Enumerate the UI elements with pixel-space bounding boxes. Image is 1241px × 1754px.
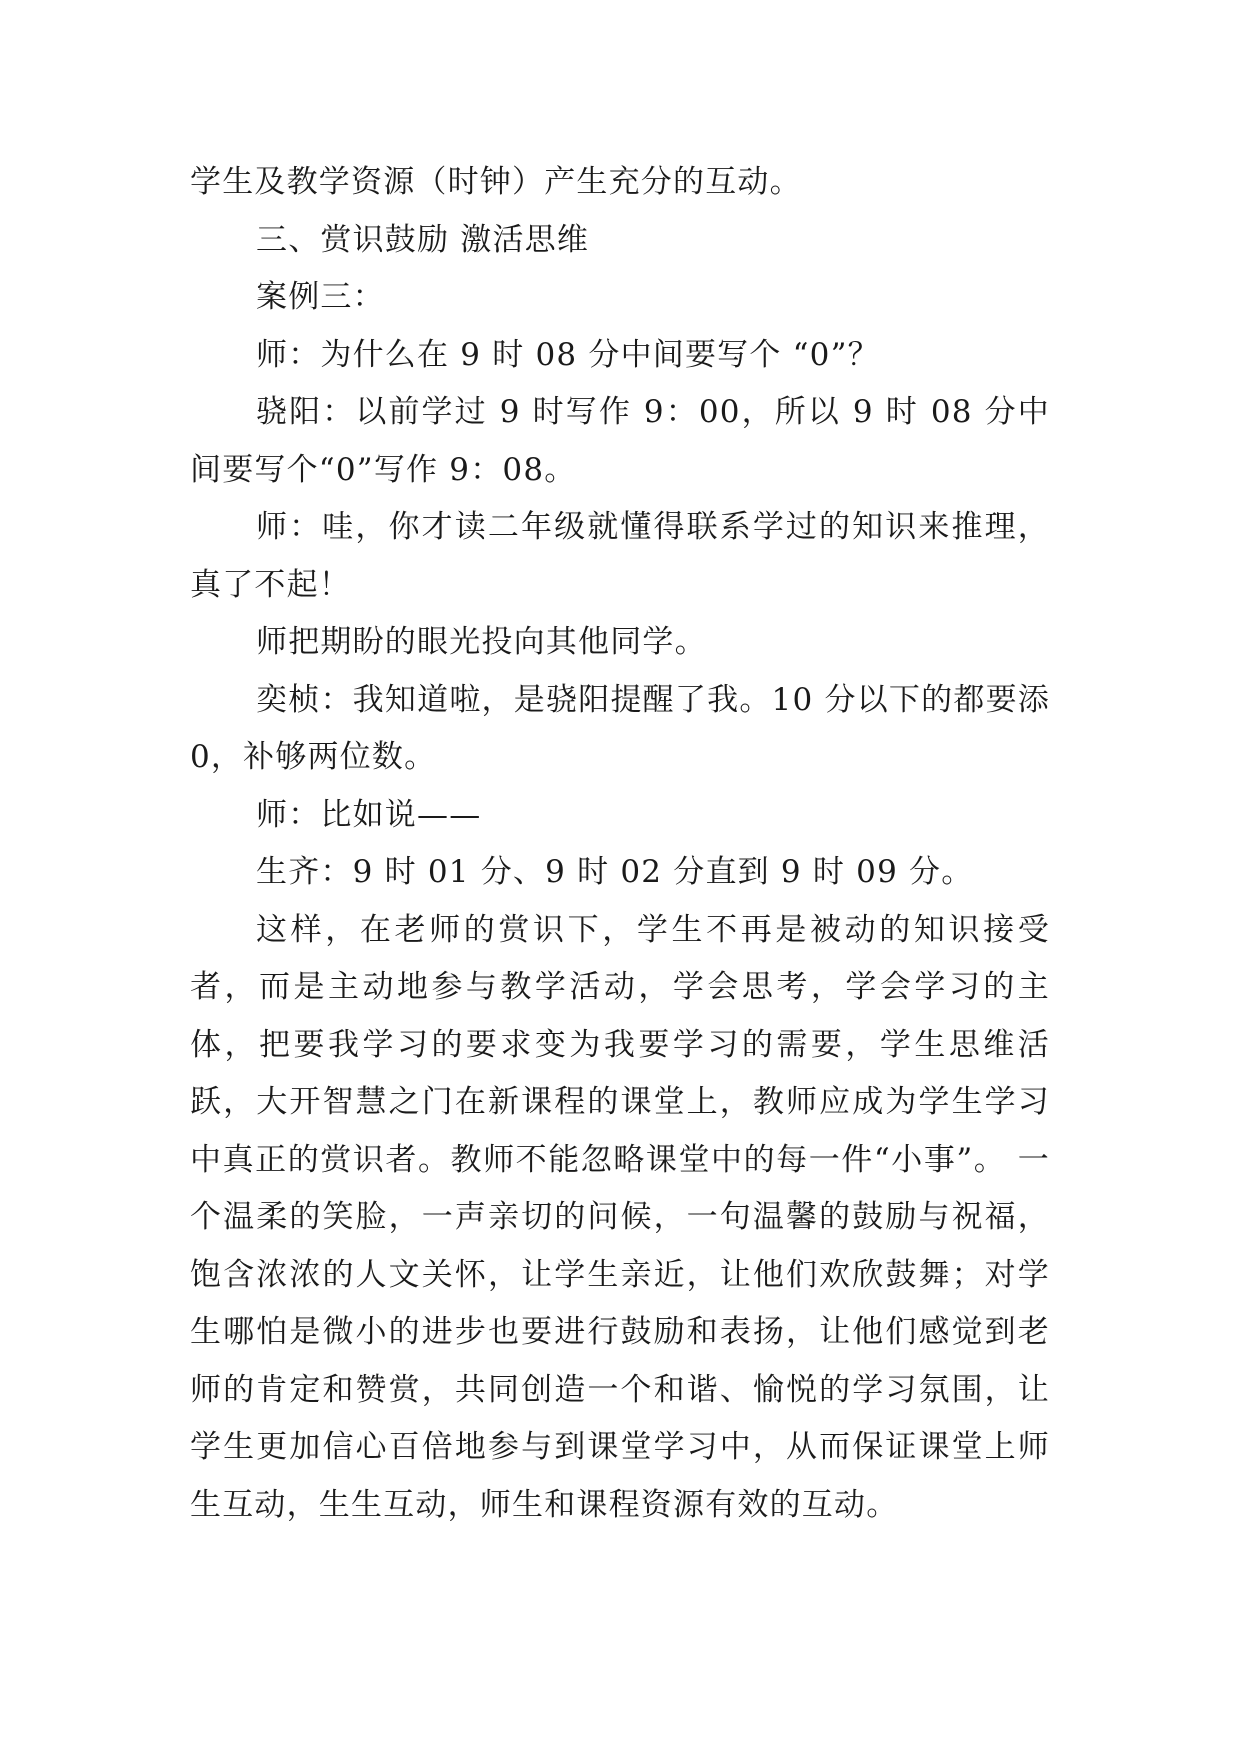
section-heading: 三、赏识鼓励 激活思维 — [256, 221, 590, 258]
dialogue-teacher-praise: 师：哇，你才读二年级就懂得联系学过的知识来推理，真了不起！ — [190, 509, 1050, 603]
dialogue-students-chorus: 生齐：9 时 01 分、9 时 02 分直到 9 时 09 分。 — [256, 854, 974, 890]
summary-paragraph: 这样，在老师的赏识下，学生不再是被动的知识接受者，而是主动地参与教学活动，学会思考，学会学习的主体，把要我学习的要求变为我要学习的需要，学生思维活跃，大开智慧之门在新课程的课堂上，教师应成为学生学习中真正的赏识者。教师不能忽略课堂中的每一件“小事”。 一个温柔的笑脸，一声亲切的问候，一句温馨的鼓励与祝福，饱含浓浓的人文关怀，让学生亲近，让他们欢欣鼓舞；对学生哪怕是微小的进步也要进行鼓励和表扬，让他们感觉到老师的肯定和赞赏，共同创造一个和谐、愉悦的学习氛围，让学生更加信心百倍地参与到课堂学习中，从而保证课堂上师生互动，生生互动，师生和课程资源有效的互动。 — [190, 911, 1050, 1523]
dialogue-teacher-question: 师：为什么在 9 时 08 分中间要写个 “0”？ — [256, 336, 880, 373]
document-body — [190, 154, 1050, 1534]
dialogue-student-xiaoyang: 骁阳：以前学过 9 时写作 9：00，所以 9 时 08 分中间要写个“0”写作 9：08。 — [190, 394, 1050, 488]
dialogue-student-yizhen: 奕桢：我知道啦，是骁阳提醒了我。10 分以下的都要添 0，补够两位数。 — [190, 681, 1050, 775]
paragraph-continuation: 学生及教学资源（时钟）产生充分的互动。 — [190, 164, 802, 200]
narration-paragraph: 师把期盼的眼光投向其他同学。 — [256, 624, 707, 660]
dialogue-teacher-prompt: 师：比如说—— — [256, 796, 482, 833]
case-label: 案例三： — [256, 279, 385, 315]
